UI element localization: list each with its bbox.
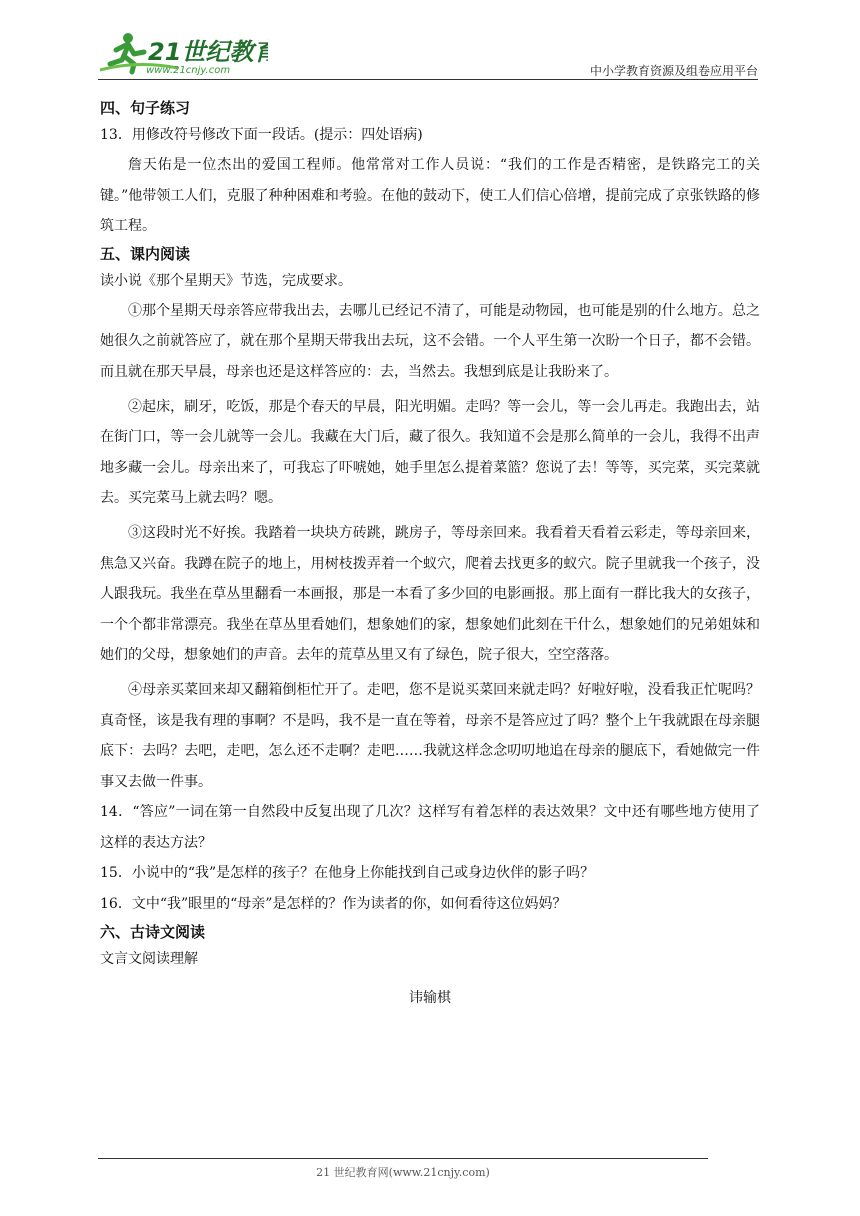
section-6-title: 六、古诗文阅读 <box>100 922 206 941</box>
page-footer: 21 世纪教育网(www.21cnjy.com) <box>316 1166 490 1179</box>
footer-divider <box>98 1158 708 1159</box>
platform-label: 中小学教育资源及组卷应用平台 <box>589 64 758 78</box>
question-15: 15．小说中的“我”是怎样的孩子？在他身上你能找到自己或身边伙伴的影子吗？ <box>100 865 595 882</box>
question-16: 16．文中“我”眼里的“母亲”是怎样的？作为读者的你，如何看待这位妈妈？ <box>100 896 567 913</box>
reading-paragraph-2: ②起床，刷牙，吃饭，那是个春天的早晨，阳光明媚。走吗？等一会儿，等一会儿再走。我跑出去，站在街门口，等一会儿就等一会儿。我藏在大门后，藏了很久。我知道不会是那么简单的一会儿，我得不出声地多藏一会儿。母亲出来了，可我忘了吓唬她，她手里怎么提着菜篮？您说了去！等等，买完菜，买完菜就去。买完菜马上就去吗？嗯。 <box>100 398 760 507</box>
reading-paragraph-3: ③这段时光不好挨。我踏着一块块方砖跳，跳房子，等母亲回来。我看着天看着云彩走，等母亲回来，焦急又兴奋。我蹲在院子的地上，用树枝拨弄着一个蚁穴，爬着去找更多的蚁穴。院子里就我一个孩子，没人跟我玩。我坐在草丛里翻看一本画报，那是一本看了多少回的电影画报。那上面有一群比我大的女孩子，一个个都非常漂亮。我坐在草丛里看她们，想象她们的家，想象她们此刻在干什么，想象她们的兄弟姐妹和她们的父母，想象她们的声音。去年的荒草丛里又有了绿色，院子很大，空空落落。 <box>100 524 760 664</box>
logo <box>98 30 268 76</box>
question-14: 14．“答应”一词在第一自然段中反复出现了几次？这样写有着怎样的表达效果？文中还有哪些地方使用了这样的表达方法？ <box>100 804 760 851</box>
page-header <box>98 26 758 80</box>
question-13: 13．用修改符号修改下面一段话。(提示：四处语病) <box>100 127 423 143</box>
reading-paragraph-4: ④母亲买菜回来却又翻箱倒柜忙开了。走吧，您不是说买菜回来就走吗？好啦好啦，没看我正忙呢吗？真奇怪，该是我有理的事啊？不是吗，我不是一直在等着，母亲不是答应过了吗？整个上午我就跟在母亲腿底下：去吗？去吧，走吧，怎么还不走啊？走吧……我就这样念念叨叨地追在母亲的腿底下，看她做完一件事又去做一件事。 <box>100 681 760 790</box>
svg-text:www.21cnjy.com: www.21cnjy.com <box>146 65 231 76</box>
header-divider <box>98 79 758 80</box>
section-5-title: 五、课内阅读 <box>100 244 191 263</box>
passage-zhan-tianyou: 詹天佑是一位杰出的爱国工程师。他常常对工作人员说：“我们的工作是否精密，是铁路完工的关键。”他带领工人们，克服了种种困难和考验。在他的鼓动下，使工人们信心倍增，提前完成了京张铁路的修筑工程。 <box>100 157 760 235</box>
poem-title: 讳输棋 <box>409 989 451 1006</box>
reading-intro: 读小说《那个星期天》节选，完成要求。 <box>100 272 352 289</box>
document-body <box>100 96 760 1012</box>
svg-text:21世纪教育: 21世纪教育 <box>148 38 268 66</box>
section-4-title: 四、句子练习 <box>100 99 191 117</box>
classical-reading-intro: 文言文阅读理解 <box>100 950 198 967</box>
reading-paragraph-1: ①那个星期天母亲答应带我出去，去哪儿已经记不清了，可能是动物园，也可能是别的什么地方。总之她很久之前就答应了，就在那个星期天带我出去玩，这不会错。一个人平生第一次盼一个日子，都不会错。而且就在那天早晨，母亲也还是这样答应的：去，当然去。我想到底是让我盼来了。 <box>100 302 760 380</box>
runner-logo-icon <box>98 30 268 76</box>
